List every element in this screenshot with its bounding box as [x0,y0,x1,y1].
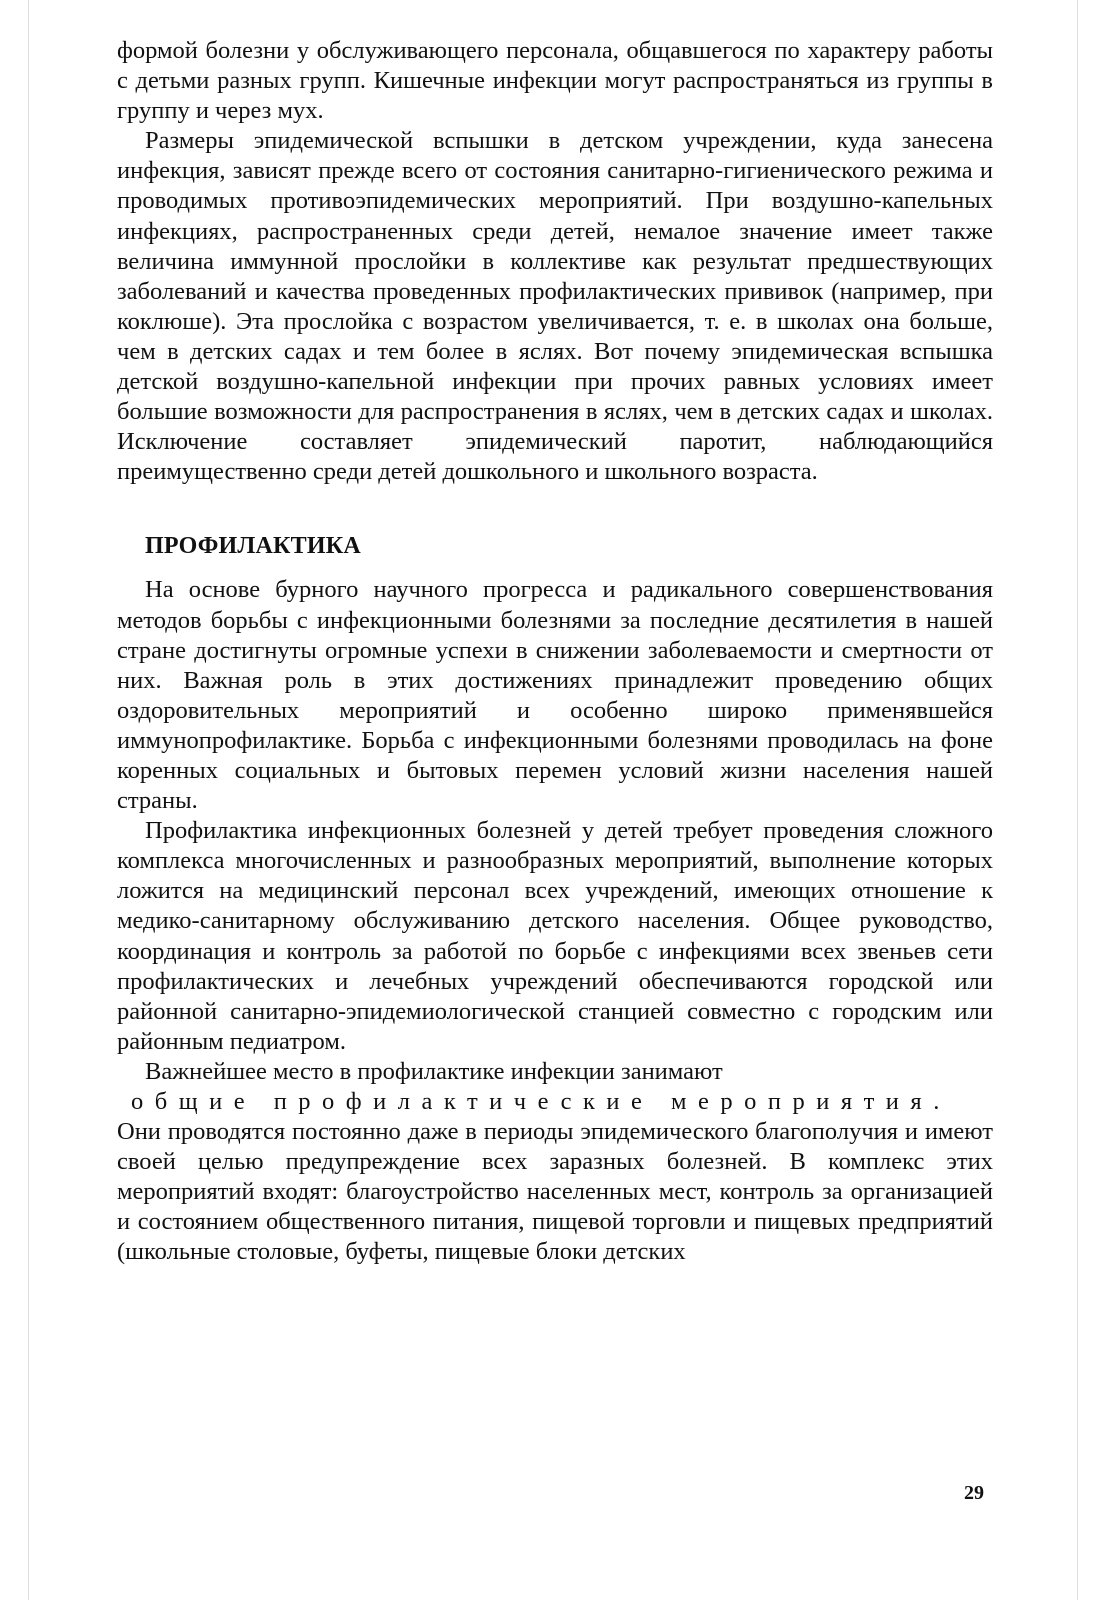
paragraph-continued: формой болезни у обслуживающего персонала, общавшегося по характеру работы с детьми разных групп. Кишечные инфекции могут распространяться из группы в группу и через мух. [117,37,993,125]
page-edge-right [1077,0,1078,1600]
paragraph-prevention-intro: На основе бурного научного прогресса и радикального совершенствования методов борьбы с инфекционными болезнями за последние десятилетия в нашей стране достигнуты огромные успехи в снижении заболеваемости и смертности от них. Важная роль в этих достижениях принадлежит проведению общих оздоровительных мероприятий и особенно широко применявшейся иммунопрофилактике. Борьба с инфекционными болезнями проводилась на фоне коренных социальных и бытовых перемен условий жизни населения нашей страны. [117,576,993,815]
paragraph-outbreak-size: Размеры эпидемической вспышки в детском учреждении, куда занесена инфекция, зависят прежде всего от состояния санитарно-гигиенического режима и проводимых противоэпидемических мероприятий. При воздушно-капельных инфекциях, распространенных среди детей, немалое значение имеет также величина иммунной прослойки в коллективе как результат предшествующих заболеваний и качества проведенных профилактических прививок (например, при коклюше). Эта прослойка с возрастом увеличивается, т. е. в школах она больше, чем в детских садах и тем более в яслях. Вот почему эпидемическая вспышка детской воздушно-капельной инфекции при прочих равных условиях имеет большие возможности для распространения в яслях, чем в детских садах и школах. Исключение составляет эпидемический паротит, наблюдающийся преимущественно среди детей дошкольного и школьного возраста. [117,127,993,486]
page-edge-left [28,0,29,1600]
paragraph-prevention-measures: Профилактика инфекционных болезней у детей требует проведения сложного комплекса многочисленных и разнообразных мероприятий, выполнение которых ложится на медицинский персонал всех учреждений, имеющих отношение к медико-санитарному обслуживанию детского населения. Общее руководство, координация и контроль за работой по борьбе с инфекциями всех звеньев сети профилактических и лечебных учреждений обеспечиваются городской или районной санитарно-эпидемиологической станцией совместно с городским или районным педиатром. [117,817,993,1055]
page-number: 29 [964,1482,984,1504]
spaced-emphasis-line: общие профилактические мероприятия. [131,1088,951,1115]
paragraph-general-measures-lead: Важнейшее место в профилактике инфекции занимают [145,1057,723,1085]
paragraph-general-measures: Они проводятся постоянно даже в периоды эпидемического благополучия и имеют своей целью предупреждение всех заразных болезней. В комплекс этих мероприятий входят: благоустройство населенных мест, контроль за организацией и состоянием общественного питания, пищевой торговли и пищевых предприятий (школьные столовые, буфеты, пищевые блоки детских [117,1118,993,1266]
section-heading: ПРОФИЛАКТИКА [145,533,361,560]
text-column [117,36,993,1268]
